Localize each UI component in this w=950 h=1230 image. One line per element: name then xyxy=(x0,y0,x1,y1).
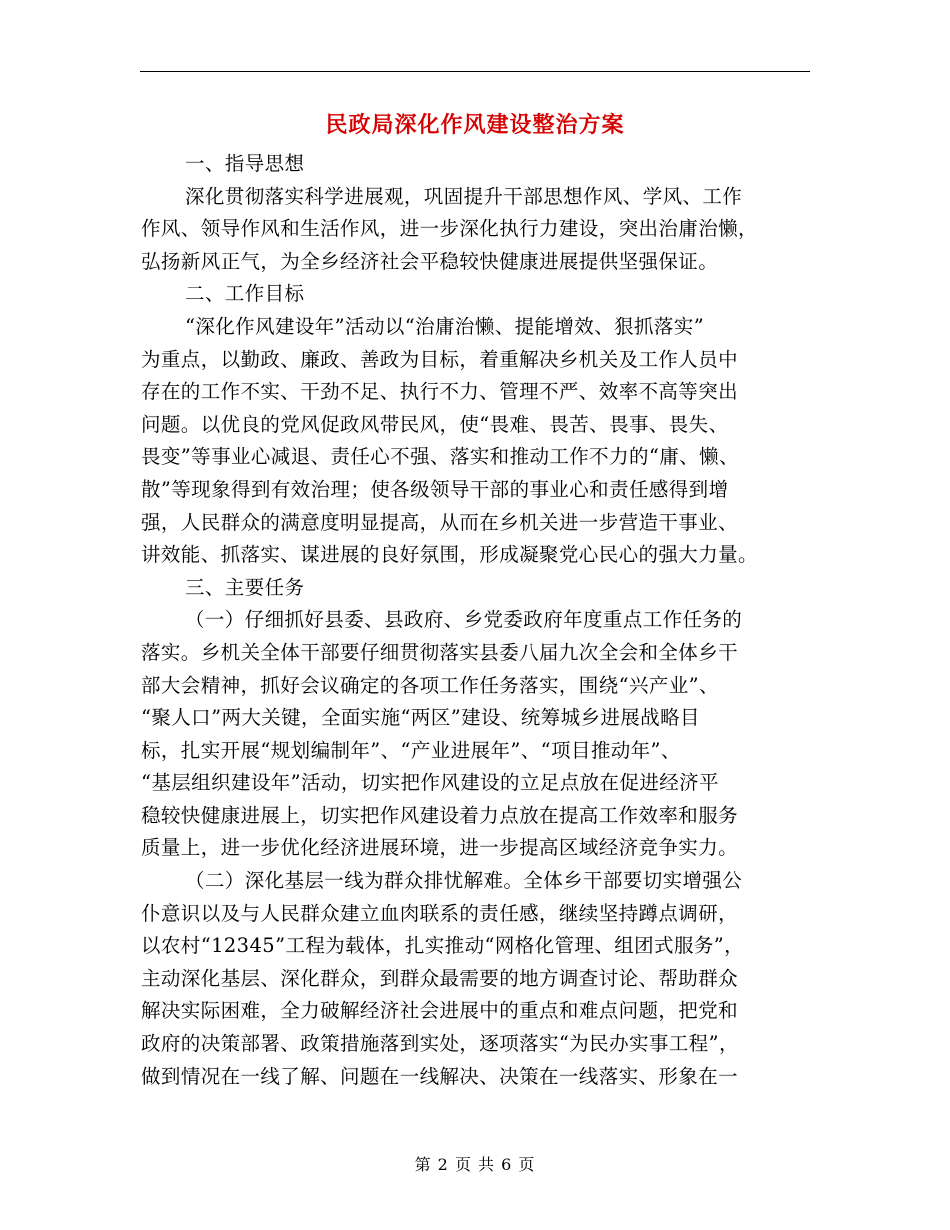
text-line: 部大会精神，抓好会议确定的各项工作任务落实，围绕“兴产业”、 xyxy=(141,673,719,697)
text-line: 落实。乡机关全体干部要仔细贯彻落实县委八届九次全会和全体乡干 xyxy=(141,640,739,664)
text-line: 存在的工作不实、干劲不足、执行不力、管理不严、效率不高等突出 xyxy=(141,380,739,404)
text-line: 标，扎实开展“规划编制年”、“产业进展年”、“项目推动年”、 xyxy=(141,738,681,762)
text-line: 解决实际困难，全力破解经济社会进展中的重点和难点问题，把党和 xyxy=(141,999,739,1023)
text-line: 政府的决策部署、政策措施落到实处，逐项落实“为民办实事工程”， xyxy=(141,1032,739,1056)
text-line: 畏变”等事业心减退、责任心不强、落实和推动工作不力的“庸、懒、 xyxy=(141,445,739,469)
text-line: （二）深化基层一线为群众排忧解难。全体乡干部要切实增强公 xyxy=(185,869,743,893)
text-line: 主动深化基层、深化群众，到群众最需要的地方调查讨论、帮助群众 xyxy=(141,966,739,990)
document-title: 民政局深化作风建设整治方案 xyxy=(325,113,625,138)
text-line: 稳较快健康进展上，切实把作风建设着力点放在提高工作效率和服务 xyxy=(141,803,739,827)
text-line: 做到情况在一线了解、问题在一线解决、决策在一线落实、形象在一 xyxy=(141,1064,739,1088)
header-rule xyxy=(140,71,810,72)
text-line: 二、工作目标 xyxy=(185,282,305,306)
text-line: 散”等现象得到有效治理；使各级领导干部的事业心和责任感得到增 xyxy=(141,477,729,501)
text-line: “基层组织建设年”活动，切实把作风建设的立足点放在促进经济平 xyxy=(141,771,719,795)
document-body xyxy=(141,148,817,1093)
text-line: “深化作风建设年”活动以“治庸治懒、提能增效、狠抓落实” xyxy=(185,314,705,338)
text-line: 弘扬新风正气，为全乡经济社会平稳较快健康进展提供坚强保证。 xyxy=(141,249,719,273)
text-line: 仆意识以及与人民群众建立血肉联系的责任感，继续坚持蹲点调研， xyxy=(141,901,739,925)
text-line: 讲效能、抓落实、谋进展的良好氛围，形成凝聚党心民心的强大力量。 xyxy=(141,543,758,567)
page-number: 第 2 页 共 6 页 xyxy=(414,1155,536,1174)
text-line: 强，人民群众的满意度明显提高，从而在乡机关进一步营造干事业、 xyxy=(141,510,739,534)
text-line: 一、指导思想 xyxy=(185,152,305,175)
text-line: 问题。以优良的党风促政风带民风，使“畏难、畏苦、畏事、畏失、 xyxy=(141,412,729,436)
text-line: （一）仔细抓好县委、县政府、乡党委政府年度重点工作任务的 xyxy=(185,608,743,632)
text-line: 为重点，以勤政、廉政、善政为目标，着重解决乡机关及工作人员中 xyxy=(141,347,739,371)
text-line: “聚人口”两大关键，全面实施“两区”建设、统筹城乡进展战略目 xyxy=(141,706,700,730)
text-line: 质量上，进一步优化经济进展环境，进一步提高区域经济竞争实力。 xyxy=(141,836,739,860)
text-line: 深化贯彻落实科学进展观，巩固提升干部思想作风、学风、工作 xyxy=(185,184,743,208)
text-line: 以农村“12345”工程为载体，扎实推动“网格化管理、组团式服务”， xyxy=(141,934,745,958)
text-line: 三、主要任务 xyxy=(185,575,305,599)
text-line: 作风、领导作风和生活作风，进一步深化执行力建设，突出治庸治懒， xyxy=(141,217,758,241)
